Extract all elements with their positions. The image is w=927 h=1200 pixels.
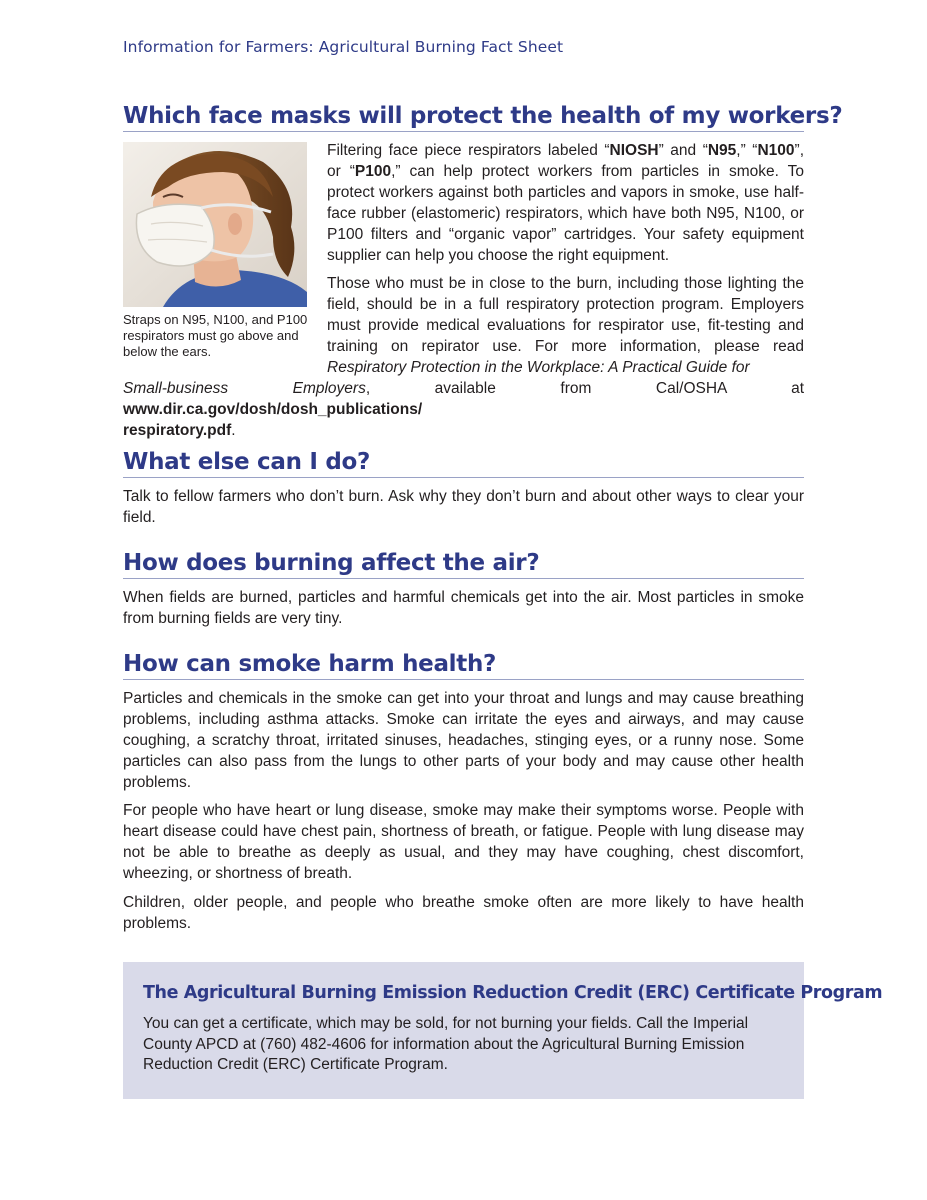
respirator-guide-link-end[interactable]: respiratory.pdf: [123, 422, 232, 439]
else-paragraph: Talk to fellow farmers who don’t burn. Ask why they don’t burn and about other ways to clear your field.: [123, 488, 804, 526]
harm-paragraph-3: Children, older people, and people who breathe smoke often are more likely to have health problems.: [123, 894, 804, 932]
masks-paragraph-2: Those who must be in close to the burn, including those lighting the field, should be in a full respiratory protection program. Employers must provide medical evaluations for respirator use, fit-testing and training on repirator use. For more information, please read Respiratory Protection in the Workplace: A Practical Guide for: [327, 275, 804, 376]
section-header-else: [123, 447, 804, 478]
photo-caption: Straps on N95, N100, and P100 respirators must go above and below the ears.: [123, 312, 308, 359]
section-header-harm: [123, 649, 804, 680]
harm-paragraph-2: For people who have heart or lung disease, smoke may make their symptoms worse. People with heart disease could have chest pain, shortness of breath, or fatigue. People with lung disease may not be able to breathe as deeply as usual, and they may have coughing, chest discomfort, wheezing, or shortness of breath.: [123, 802, 804, 882]
running-head: Information for Farmers: Agricultural Burning Fact Sheet: [123, 38, 564, 56]
section-title-masks: Which face masks will protect the health of my workers?: [123, 103, 843, 129]
respirator-guide-link[interactable]: www.dir.ca.gov/dosh/dosh_publications/: [123, 401, 423, 418]
callout-body: You can get a certificate, which may be sold, for not burning your fields. Call the Imperial County APCD at (760) 482-4606 for information about the Agricultural Burning Emission Reduction Credit (ERC) Certificate Program.: [143, 1015, 749, 1073]
section-title-harm: How can smoke harm health?: [123, 651, 497, 677]
air-paragraph: When fields are burned, particles and harmful chemicals get into the air. Most particles in smoke from burning fields are very tiny.: [123, 589, 804, 627]
callout-title: The Agricultural Burning Emission Reduction Credit (ERC) Certificate Program: [143, 983, 883, 1003]
section-header-air: [123, 548, 804, 579]
harm-paragraph-1: Particles and chemicals in the smoke can get into your throat and lungs and may cause breathing problems, including asthma attacks. Smoke can irritate the eyes and airways, and may cause coughing, a scratchy throat, irritated sinuses, headaches, stinging eyes, or a runny nose. Some particles can also pass from the lungs to other parts of your body and may cause other health problems.: [123, 690, 804, 791]
respirator-photo: [123, 142, 307, 307]
erc-callout-box: [123, 962, 883, 1099]
section-header-masks: [123, 101, 843, 132]
masks-paragraph-1: Filtering face piece respirators labeled “NIOSH” and “N95,” “N100”, or “P100,” can help protect workers from particles in smoke. To protect workers against both particles and vapors in smoke, use half-face rubber (elastomeric) respirators, which have both N95, N100, or P100 filters and “organic vapor” cartridges. Your safety equipment supplier can help you choose the right equipment.: [327, 142, 804, 264]
masks-paragraph-2-continued: Small-business Employers, available from Cal/OSHA at www.dir.ca.gov/dosh/dosh_publications/ respiratory.pdf.: [123, 380, 804, 439]
section-title-else: What else can I do?: [123, 449, 371, 475]
section-title-air: How does burning affect the air?: [123, 550, 540, 576]
woman-wearing-respirator-image: [123, 142, 307, 307]
